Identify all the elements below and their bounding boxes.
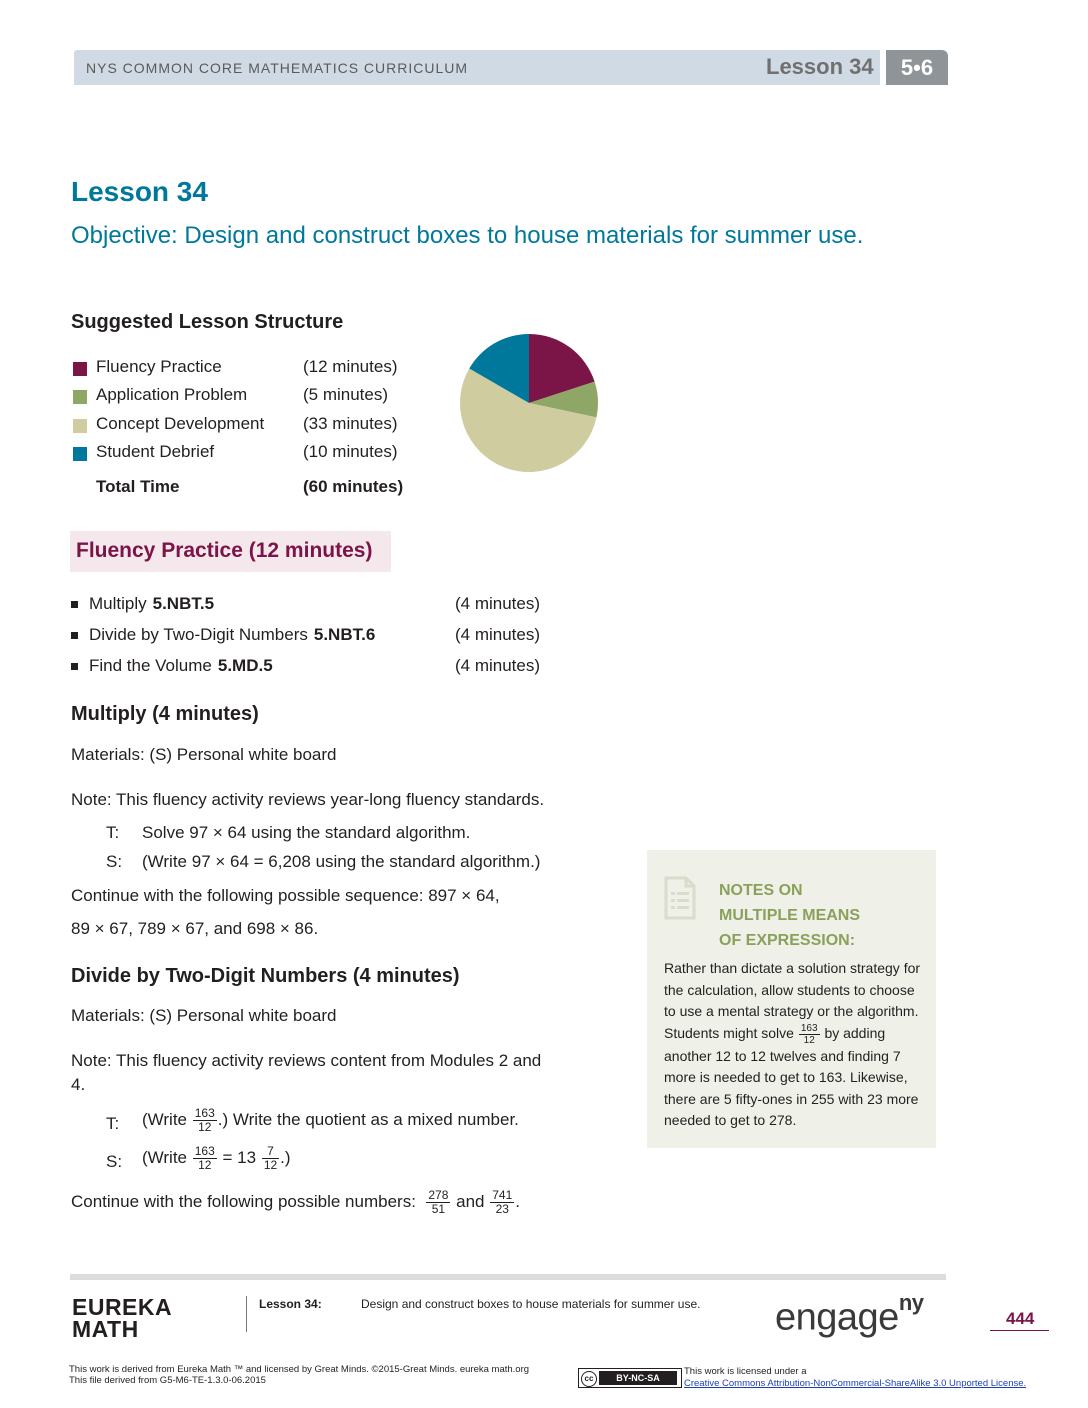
structure-item-minutes: (5 minutes) <box>303 385 389 404</box>
divide-continue-text: Continue with the following possible numbers: <box>71 1191 416 1211</box>
structure-heading: Suggested Lesson Structure <box>71 311 344 333</box>
multiply-heading: Multiply (4 minutes) <box>71 703 259 725</box>
student-text-post: .) <box>280 1147 291 1167</box>
logo-text: engage <box>775 1296 899 1339</box>
teacher-label: T: <box>106 823 120 842</box>
teacher-label: T: <box>106 1114 120 1133</box>
footer-separator <box>246 1296 247 1332</box>
multiply-note: Note: This fluency activity reviews year-long fluency standards. <box>71 790 545 809</box>
logo-line: EUREKA <box>72 1294 173 1320</box>
document-icon <box>664 876 696 920</box>
notes-body-text: by adding another 12 to 12 twelves and finding 7 more is needed to get to 163. Likewise, there are 5 fifty-ones in 255 with 23 more needed to get to 278. <box>664 1024 919 1128</box>
eureka-math-logo <box>72 1296 172 1340</box>
total-time-label: Total Time <box>96 477 180 496</box>
cc-icon: cc <box>581 1371 597 1387</box>
cc-license-badge[interactable] <box>578 1368 682 1388</box>
divide-heading: Divide by Two-Digit Numbers (4 minutes) <box>71 965 460 987</box>
notes-title-line: NOTES ON <box>719 882 803 899</box>
structure-item-label: Student Debrief <box>96 442 215 461</box>
notes-title-line: MULTIPLE MEANS <box>719 907 861 924</box>
bullet-icon <box>71 632 78 639</box>
footer-divider <box>70 1274 946 1280</box>
footer-lesson-description: Design and construct boxes to house materials for summer use. <box>361 1297 701 1311</box>
fraction: $\frac{278}{51}$ <box>428 1188 449 1216</box>
structure-item-minutes: (33 minutes) <box>303 414 398 433</box>
cc-badge-label: BY-NC-SA <box>599 1371 677 1385</box>
notes-title-line: OF EXPRESSION: <box>719 932 856 949</box>
divide-materials: Materials: (S) Personal white board <box>71 1006 337 1025</box>
bullet-icon <box>71 663 78 670</box>
notes-body-text: Rather than dictate a solution strategy for the calculation, allow students to choose to use a mental strategy or the algorithm. Students might solve <box>664 960 921 1041</box>
multiply-continue-2: 89 × 67, 789 × 67, and 698 × 86. <box>71 919 319 938</box>
notes-body <box>664 958 926 1132</box>
divide-note-2: 4. <box>71 1075 86 1094</box>
student-label: S: <box>106 1152 123 1171</box>
fluency-item-minutes: (4 minutes) <box>455 625 541 644</box>
fraction: $\frac{163}{12}$ <box>194 1106 215 1134</box>
legend-swatch <box>73 390 87 404</box>
multiply-materials: Materials: (S) Personal white board <box>71 745 337 764</box>
fluency-item-label: Find the Volume <box>89 656 212 675</box>
structure-item-minutes: (12 minutes) <box>303 357 398 376</box>
notes-title <box>719 878 860 953</box>
teacher-text-pre: (Write <box>142 1109 188 1129</box>
fluency-item-minutes: (4 minutes) <box>455 656 541 675</box>
legend-swatch <box>73 419 87 433</box>
footer-lesson-label: Lesson 34: <box>259 1297 322 1311</box>
license-link[interactable]: Creative Commons Attribution-NonCommercial-ShareAlike 3.0 Unported License. <box>684 1378 1027 1389</box>
credit-line-1: This work is derived from Eureka Math ™ and licensed by Great Minds. ©2015-Great Minds. eureka math.org <box>69 1364 530 1375</box>
divide-continue <box>71 1189 520 1225</box>
fraction: $\frac{163}{12}$ <box>194 1144 215 1172</box>
grade-module-badge: 5•6 <box>886 50 948 85</box>
page-number-rule <box>990 1330 1049 1331</box>
structure-item-minutes: (10 minutes) <box>303 442 398 461</box>
student-text: (Write 97 × 64 = 6,208 using the standard algorithm.) <box>142 852 541 871</box>
lesson-structure-pie-chart <box>459 333 599 473</box>
fraction: $\frac{741}{23}$ <box>492 1188 513 1216</box>
page-number: 444 <box>1006 1309 1035 1328</box>
fluency-item-minutes: (4 minutes) <box>455 594 541 613</box>
objective: Objective: Design and construct boxes to house materials for summer use. <box>71 222 864 249</box>
fluency-heading: Fluency Practice (12 minutes) <box>76 539 373 562</box>
fluency-item-standard: 5.NBT.6 <box>313 625 376 644</box>
and-text: and <box>456 1191 485 1211</box>
credit-line-2: This file derived from G5-M6-TE-1.3.0-06.2015 <box>69 1375 266 1386</box>
teacher-text-post: .) Write the quotient as a mixed number. <box>217 1109 519 1129</box>
multiply-continue-1: Continue with the following possible sequence: 897 × 64, <box>71 886 500 905</box>
legend-swatch <box>73 447 87 461</box>
page-title: Lesson 34 <box>71 176 208 207</box>
fluency-item-standard: 5.NBT.5 <box>152 594 215 613</box>
license-line-1: This work is licensed under a <box>684 1366 807 1377</box>
logo-line: MATH <box>72 1316 139 1342</box>
structure-item-label: Application Problem <box>96 385 248 404</box>
fluency-item-label: Divide by Two-Digit Numbers <box>89 625 308 644</box>
teacher-text: Solve 97 × 64 using the standard algorithm. <box>142 823 471 842</box>
legend-swatch <box>73 362 87 376</box>
divide-note-1: Note: This fluency activity reviews content from Modules 2 and <box>71 1051 542 1070</box>
student-text-eq: = 13 <box>222 1147 257 1167</box>
bullet-icon <box>71 601 78 608</box>
student-text-pre: (Write <box>142 1147 188 1167</box>
curriculum-title: NYS COMMON CORE MATHEMATICS CURRICULUM <box>86 60 469 76</box>
fluency-item-standard: 5.MD.5 <box>217 656 273 675</box>
engageny-logo <box>775 1290 924 1340</box>
total-time-minutes: (60 minutes) <box>303 477 404 496</box>
structure-item-label: Fluency Practice <box>96 357 222 376</box>
student-label: S: <box>106 852 123 871</box>
fluency-item-label: Multiply <box>89 594 147 613</box>
structure-item-label: Concept Development <box>96 414 265 433</box>
header-lesson: Lesson 34 <box>766 54 874 79</box>
period-text: . <box>515 1191 521 1211</box>
logo-sup: ny <box>898 1290 924 1315</box>
fraction: $\frac{163}{12}$ <box>800 1022 818 1046</box>
fraction: $\frac{7}{12}$ <box>263 1144 278 1172</box>
